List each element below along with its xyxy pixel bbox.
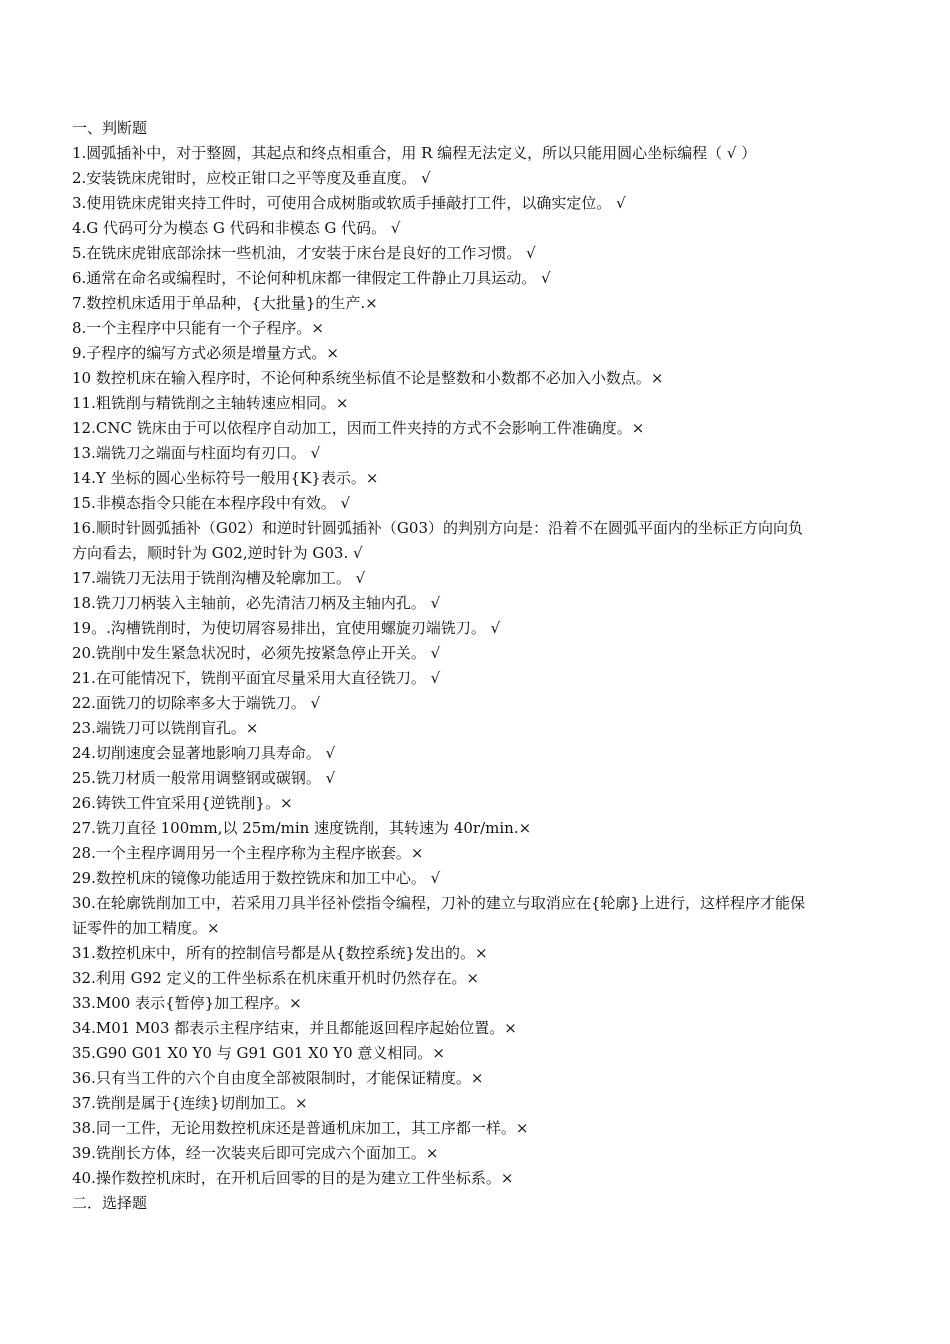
question-line: 11.粗铣削与精铣削之主轴转速应相同。× [72, 394, 349, 412]
question-line: 1.圆弧插补中，对于整圆，其起点和终点相重合，用 R 编程无法定义，所以只能用圆心坐标编程（ √ ） [72, 144, 757, 162]
question-line: 17.端铣刀无法用于铣削沟槽及轮廓加工。 √ [72, 569, 366, 587]
question-line: 34.M01 M03 都表示主程序结束，并且都能返回程序起始位置。× [72, 1019, 517, 1037]
question-line: 8.一个主程序中只能有一个子程序。× [72, 319, 324, 337]
question-line: 29.数控机床的镜像功能适用于数控铣床和加工中心。 √ [72, 869, 441, 887]
question-line: 39.铣削长方体，经一次装夹后即可完成六个面加工。× [72, 1144, 439, 1162]
question-line: 证零件的加工精度。× [72, 919, 220, 937]
question-line: 28.一个主程序调用另一个主程序称为主程序嵌套。× [72, 844, 424, 862]
question-line: 27.铣刀直径 100mm,以 25m/min 速度铣削，其转速为 40r/min.× [72, 819, 532, 837]
question-line: 23.端铣刀可以铣削盲孔。× [72, 719, 259, 737]
question-line: 14.Y 坐标的圆心坐标符号一般用{K}表示。× [72, 469, 379, 487]
question-line: 12.CNC 铣床由于可以依程序自动加工，因而工件夹持的方式不会影响工件准确度。× [72, 419, 645, 437]
question-line: 15.非模态指令只能在本程序段中有效。 √ [72, 494, 351, 512]
question-line: 20.铣削中发生紧急状况时，必须先按紧急停止开关。 √ [72, 644, 441, 662]
question-line: 24.切削速度会显著地影响刀具寿命。 √ [72, 744, 336, 762]
question-line: 3.使用铣床虎钳夹持工件时，可使用合成树脂或软质手捶敲打工件，以确实定位。 √ [72, 194, 626, 212]
question-line: 33.M00 表示{暂停}加工程序。× [72, 994, 302, 1012]
question-line: 10 数控机床在输入程序时，不论何种系统坐标值不论是整数和小数都不必加入小数点。× [72, 369, 664, 387]
question-line: 35.G90 G01 X0 Y0 与 G91 G01 X0 Y0 意义相同。× [72, 1044, 445, 1062]
question-line: 22.面铣刀的切除率多大于端铣刀。 √ [72, 694, 321, 712]
question-line: 6.通常在命名或编程时，不论何种机床都一律假定工件静止刀具运动。 √ [72, 269, 551, 287]
question-line: 16.顺时针圆弧插补（G02）和逆时针圆弧插补（G03）的判别方向是：沿着不在圆弧平面内的坐标正方向向负 [72, 519, 803, 537]
question-line: 38.同一工件，无论用数控机床还是普通机床加工，其工序都一样。× [72, 1119, 529, 1137]
section-heading-multiple-choice: 二．选择题 [72, 1194, 148, 1212]
question-line: 4.G 代码可分为模态 G 代码和非模态 G 代码。 √ [72, 219, 401, 237]
question-line: 方向看去，顺时针为 G02,逆时针为 G03. √ [72, 544, 363, 562]
question-line: 25.铣刀材质一般常用调整钢或碳钢。 √ [72, 769, 336, 787]
document-page [72, 116, 882, 1216]
question-line: 5.在铣床虎钳底部涂抹一些机油，才安装于床台是良好的工作习惯。 √ [72, 244, 536, 262]
question-line: 40.操作数控机床时，在开机后回零的目的是为建立工件坐标系。× [72, 1169, 514, 1187]
question-line: 9.子程序的编写方式必须是增量方式。× [72, 344, 339, 362]
question-line: 13.端铣刀之端面与柱面均有刃口。 √ [72, 444, 321, 462]
question-line: 7.数控机床适用于单品种，{大批量}的生产.× [72, 294, 378, 312]
section-heading-true-false: 一、判断题 [72, 119, 148, 137]
question-line: 36.只有当工件的六个自由度全部被限制时，才能保证精度。× [72, 1069, 484, 1087]
question-line: 2.安装铣床虎钳时，应校正钳口之平等度及垂直度。 √ [72, 169, 431, 187]
question-line: 30.在轮廓铣削加工中，若采用刀具半径补偿指令编程，刀补的建立与取消应在{轮廓}上进行，这样程序才能保 [72, 894, 805, 912]
question-line: 32.利用 G92 定义的工件坐标系在机床重开机时仍然存在。× [72, 969, 480, 987]
question-line: 21.在可能情况下，铣削平面宜尽量采用大直径铣刀。 √ [72, 669, 441, 687]
question-line: 19。.沟槽铣削时，为使切屑容易排出，宜使用螺旋刃端铣刀。 √ [72, 619, 501, 637]
question-line: 26.铸铁工件宜采用{逆铣削}。× [72, 794, 293, 812]
question-list [72, 141, 882, 1191]
question-line: 31.数控机床中，所有的控制信号都是从{数控系统}发出的。× [72, 944, 488, 962]
question-line: 18.铣刀刀柄装入主轴前，必先清洁刀柄及主轴内孔。 √ [72, 594, 441, 612]
question-line: 37.铣削是属于{连续}切削加工。× [72, 1094, 308, 1112]
